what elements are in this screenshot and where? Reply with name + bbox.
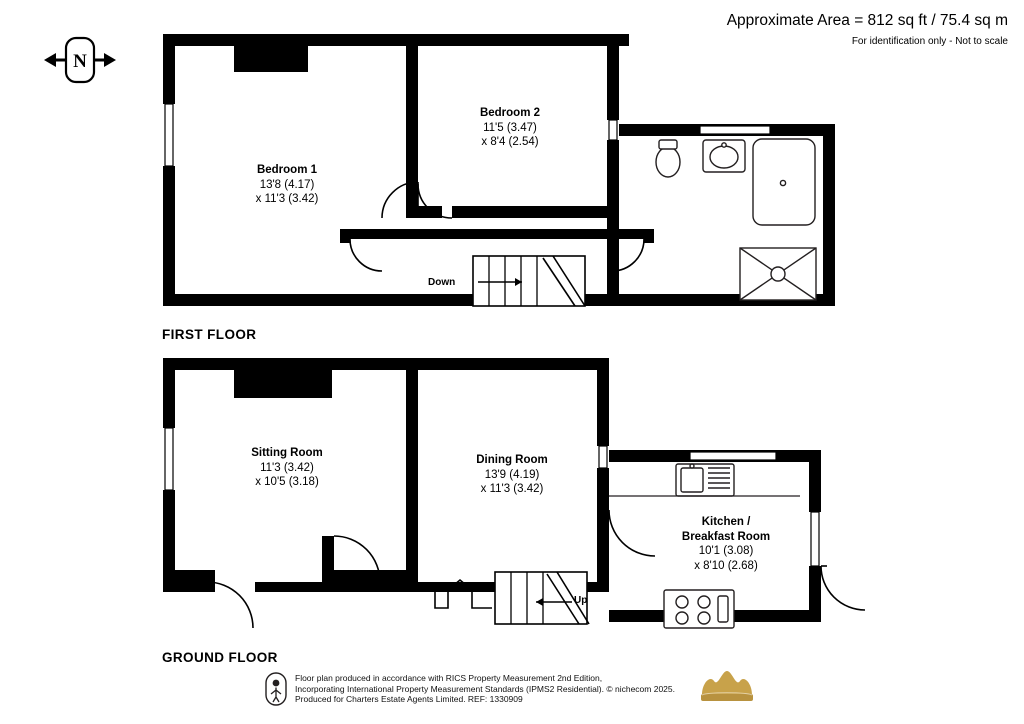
identification-note: For identification only - Not to scale	[851, 36, 1008, 47]
shower-icon	[740, 248, 816, 300]
room-dimension-2: x 11'3 (3.42)	[480, 483, 544, 495]
staircase-up	[435, 572, 589, 624]
room-label-dining-room	[432, 453, 592, 497]
stair-direction-up: Up	[574, 595, 588, 606]
room-name: Bedroom 2	[479, 107, 541, 119]
room-dimension-2: x 10'5 (3.18)	[255, 476, 319, 488]
room-dimension-1: 13'8 (4.17)	[259, 178, 315, 191]
room-dimension-2: x 8'10 (2.68)	[694, 559, 758, 572]
room-dimension-1: 10'1 (3.08)	[698, 545, 754, 557]
footer-line-1: Floor plan produced in accordance with RICS Property Measurement 2nd Edition,	[295, 673, 603, 683]
room-name-line-2: Breakfast Room	[681, 530, 771, 543]
compass-label: N	[73, 51, 87, 72]
person-measure-icon	[265, 672, 287, 706]
room-name-line-1: Kitchen /	[701, 516, 751, 528]
first-floor-label: FIRST FLOOR	[162, 327, 257, 342]
room-dimension-1: 13'9 (4.19)	[484, 468, 540, 481]
crown-logo	[698, 665, 756, 705]
room-label-kitchen-breakfast-room	[646, 515, 806, 573]
footer-line-3: Produced for Charters Estate Agents Limited. REF: 1330909	[295, 694, 523, 704]
ground-floor-label: GROUND FLOOR	[162, 650, 278, 665]
bathroom-fixtures	[656, 139, 816, 300]
room-name: Sitting Room	[251, 447, 323, 459]
cooker-hob-icon	[664, 590, 734, 628]
first-floor-plan	[0, 0, 1024, 340]
room-name: Dining Room	[476, 454, 548, 466]
room-label-bedroom-1	[222, 163, 352, 207]
room-name: Bedroom 1	[256, 164, 318, 176]
room-label-bedroom-2	[425, 106, 595, 150]
ground-floor-plan	[0, 340, 1024, 660]
footer-disclaimer	[295, 673, 675, 705]
room-dimension-2: x 11'3 (3.42)	[255, 193, 319, 205]
stair-direction-down: Down	[428, 277, 456, 288]
room-label-sitting-room	[212, 446, 362, 490]
sink-icon	[676, 464, 734, 496]
approximate-area-text: Approximate Area = 812 sq ft / 75.4 sq m	[726, 12, 1008, 29]
footer-line-2: Incorporating International Property Measurement Standards (IPMS2 Residential). © nichecom 2025.	[295, 683, 675, 694]
room-dimension-1: 11'5 (3.47)	[483, 121, 537, 134]
bathtub-icon	[753, 139, 815, 225]
staircase-down	[473, 256, 585, 306]
room-dimension-2: x 8'4 (2.54)	[481, 136, 539, 148]
basin-icon	[703, 140, 745, 172]
room-dimension-1: 11'3 (3.42)	[260, 461, 314, 474]
wc-icon	[656, 140, 680, 177]
